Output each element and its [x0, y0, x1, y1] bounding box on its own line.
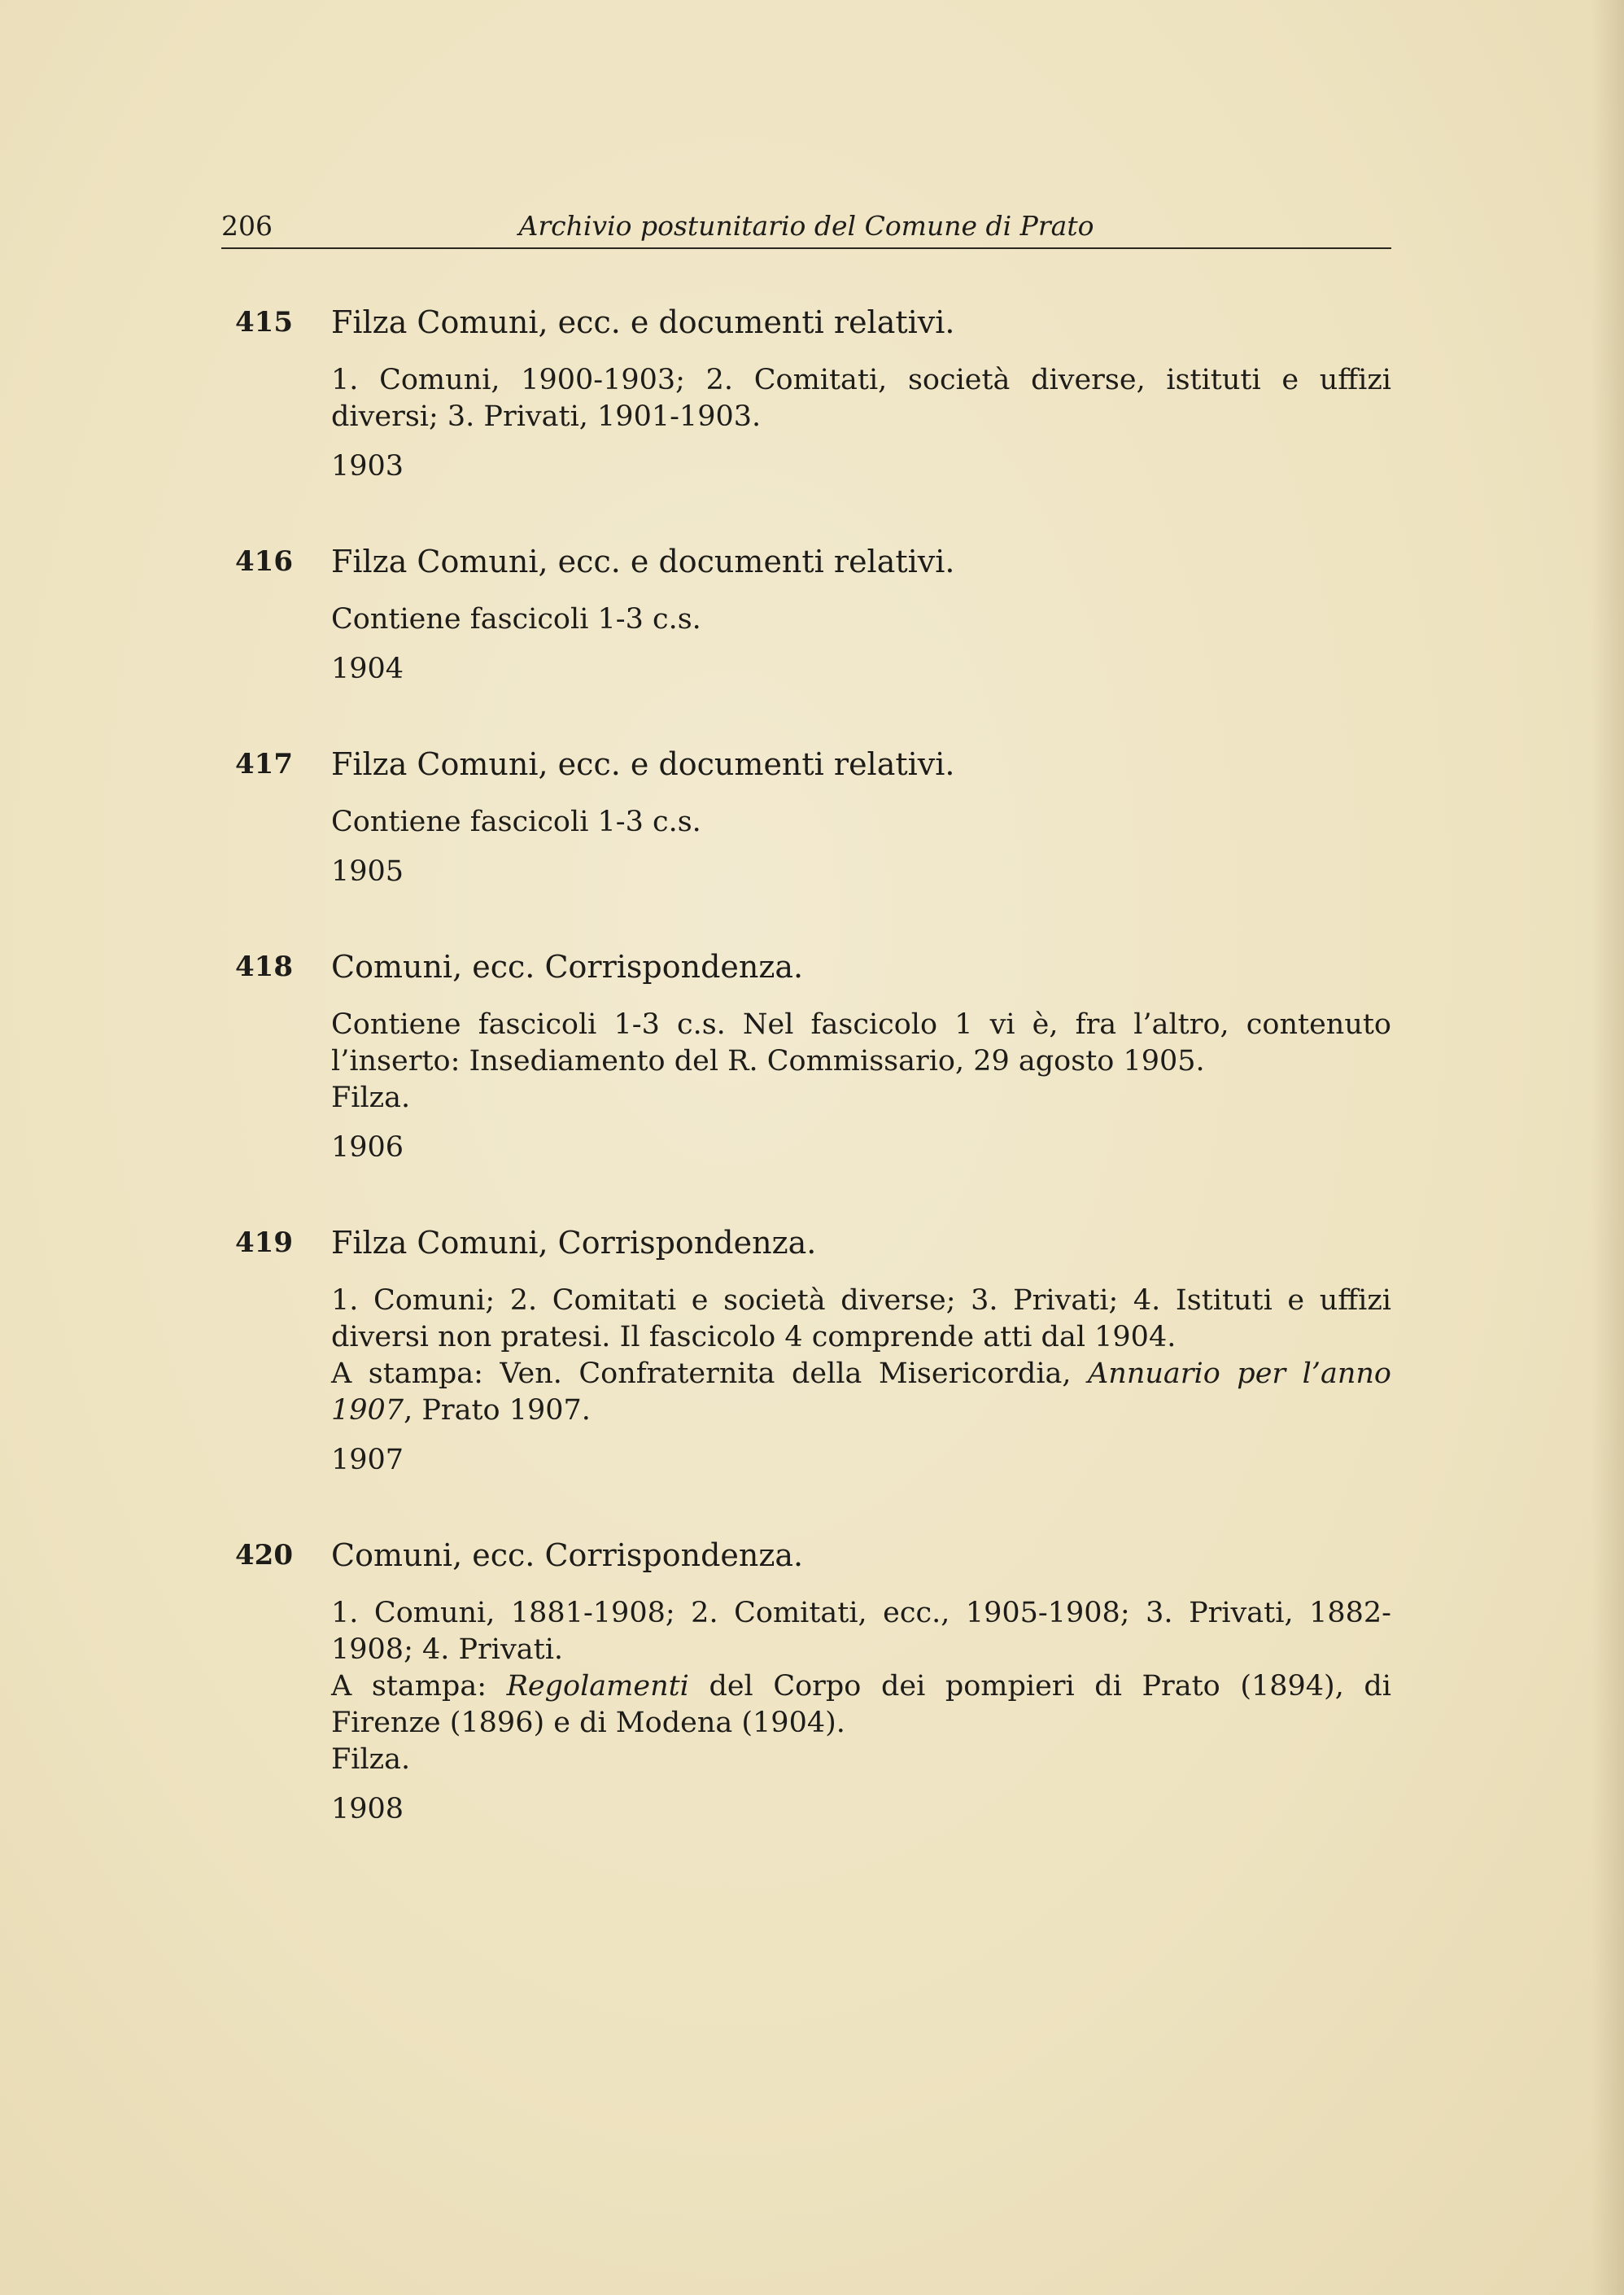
entry-418: [221, 947, 1391, 1166]
description-line: Contiene fascicoli 1-3 c.s.: [331, 603, 701, 636]
entry-body: [331, 1223, 1391, 1479]
entry-description: [331, 1007, 1391, 1117]
stampa-suffix: , Prato 1907.: [404, 1394, 591, 1427]
entry-415: [221, 303, 1391, 485]
entry-title: Filza Comuni, ecc. e documenti relativi.: [331, 544, 955, 579]
description-line: 1. Comuni; 2. Comitati e società diverse; 3. Privati; 4. Istituti e uffizi diversi non pratesi. Il fascicolo 4 comprende atti dal 1904.: [331, 1284, 1391, 1353]
entry-419: [221, 1223, 1391, 1479]
stampa-italic-title: Annuario per l’anno 1907: [331, 1357, 1391, 1427]
description-line: Contiene fascicoli 1-3 c.s.: [331, 806, 701, 838]
entry-number: 420: [235, 1539, 293, 1572]
stampa-prefix: A stampa:: [331, 1670, 507, 1703]
entry-body: [331, 303, 1391, 485]
entry-title: Filza Comuni, ecc. e documenti relativi.: [331, 304, 955, 340]
entry-416: [221, 542, 1391, 688]
entry-title: Comuni, ecc. Corrispondenza.: [331, 949, 804, 985]
running-title: Archivio postunitario del Comune di Prato: [518, 210, 1094, 242]
stampa-prefix: A stampa: Ven. Confraternita della Misericordia,: [331, 1357, 1089, 1390]
entry-description: [331, 1595, 1391, 1778]
description-line: Filza.: [331, 1743, 411, 1776]
header-rule: [221, 247, 1391, 249]
page-number: 206: [221, 210, 273, 242]
entry-number: 417: [235, 748, 293, 780]
entry-date: 1907: [331, 1444, 404, 1476]
stampa-line: [331, 1356, 1391, 1429]
entry-number: 418: [235, 951, 293, 983]
description-line: 1. Comuni, 1900-1903; 2. Comitati, società diverse, istituti e uffizi diversi; 3. Privati, 1901-1903.: [331, 364, 1391, 433]
entry-title: Filza Comuni, Corrispondenza.: [331, 1225, 817, 1261]
entry-date: 1905: [331, 855, 404, 888]
stampa-suffix: del Corpo dei pompieri di Prato (1894), di Firenze (1896) e di Modena (1904).: [331, 1670, 1392, 1739]
entry-body: [331, 745, 1391, 890]
entry-number: 415: [235, 306, 293, 339]
entry-number: 416: [235, 545, 293, 578]
entry-date: 1904: [331, 653, 404, 685]
entry-description: [331, 601, 1391, 638]
entries-list: [221, 303, 1391, 1885]
entry-body: [331, 1536, 1391, 1828]
description-line: 1. Comuni, 1881-1908; 2. Comitati, ecc., 1905-1908; 3. Privati, 1882-1908; 4. Privati.: [331, 1597, 1391, 1666]
description-line: Filza.: [331, 1082, 411, 1114]
page-header: [221, 210, 1391, 251]
entry-date: 1908: [331, 1793, 404, 1825]
entry-title: Comuni, ecc. Corrispondenza.: [331, 1537, 804, 1573]
entry-number: 419: [235, 1226, 293, 1259]
entry-body: [331, 542, 1391, 688]
entry-date: 1906: [331, 1131, 404, 1164]
description-line: Contiene fascicoli 1-3 c.s. Nel fascicolo 1 vi è, fra l’altro, contenuto l’inserto: Insediamento del R. Commissario, 29 agosto 1905.: [331, 1008, 1391, 1078]
entry-body: [331, 947, 1391, 1166]
entry-420: [221, 1536, 1391, 1828]
entry-description: [331, 362, 1391, 435]
entry-date: 1903: [331, 450, 404, 483]
stampa-line: [331, 1668, 1391, 1742]
stampa-italic-title: Regolamenti: [506, 1670, 689, 1703]
page-edge-shadow: [1591, 0, 1624, 2295]
entry-417: [221, 745, 1391, 890]
entry-description: [331, 804, 1391, 841]
entry-description: [331, 1283, 1391, 1429]
entry-title: Filza Comuni, ecc. e documenti relativi.: [331, 746, 955, 782]
